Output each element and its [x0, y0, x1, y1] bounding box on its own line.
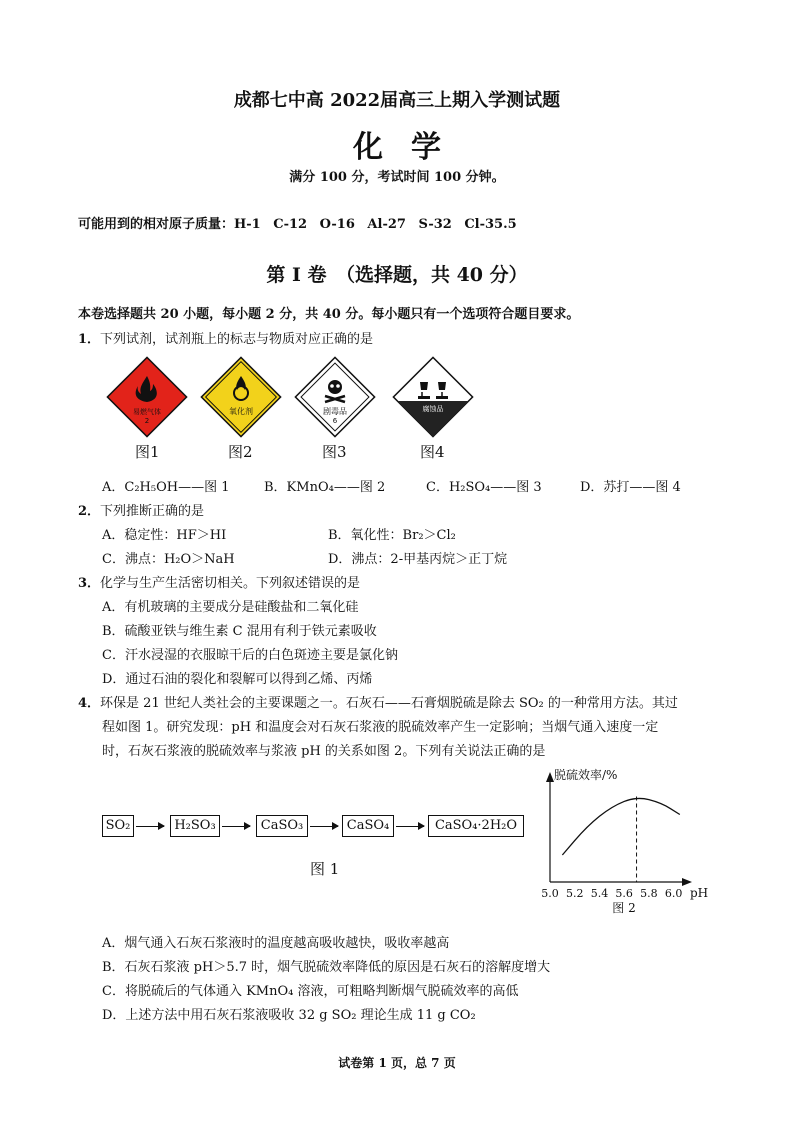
x-axis-label: pH [690, 886, 709, 900]
x-tick-label: 5.0 [541, 887, 559, 900]
sign-num: 2 [144, 417, 150, 425]
option-c: C．汗水浸湿的衣服晾干后的白色斑迹主要是氯化钠 [102, 648, 398, 663]
question-stem-line-1: 环保是 21 世纪人类社会的主要课题之一。石灰石——石膏烟脱硫是除去 SO₂ 的一种常用方法。其过 [100, 696, 678, 711]
score-time-note: 满分 100 分，考试时间 100 分钟。 [289, 170, 505, 185]
figure-1-label: 图 1 [310, 860, 340, 878]
option-b: B．KMnO₄——图 2 [264, 480, 386, 495]
sign-text: 剧毒品 [323, 407, 347, 416]
question-4 [78, 692, 678, 711]
option-a: A．烟气通入石灰石浆液时的温度越高吸收越快，吸收率越高 [102, 936, 450, 951]
desulfurization-chart [538, 766, 714, 922]
question-stem: 化学与生产生活密切相关。下列叙述错误的是 [100, 576, 361, 591]
sign-text: 腐蚀品 [422, 405, 444, 413]
flow-box-so2: SO₂ [102, 815, 134, 837]
corrosive-sign [392, 356, 474, 442]
x-tick-label: 5.6 [615, 887, 633, 900]
x-tick-label: 5.8 [640, 887, 658, 900]
flow-arrow [136, 826, 164, 827]
option-d: D．通过石油的裂化和裂解可以得到乙烯、丙烯 [102, 672, 373, 687]
y-axis-label: 脱硫效率/% [554, 768, 618, 782]
section-title: 第 I 卷 （选择题，共 40 分） [266, 264, 528, 286]
question-number: 3． [78, 576, 101, 591]
question-number: 1． [78, 332, 101, 347]
figure-label: 图3 [322, 443, 347, 461]
toxic-sign [294, 356, 376, 442]
y-axis-arrowhead [546, 772, 554, 782]
option-b: B．硫酸亚铁与维生素 C 混用有利于铁元素吸收 [102, 624, 377, 639]
question-stem: 下列推断正确的是 [100, 504, 205, 519]
flow-box-gypsum: CaSO₄·2H₂O [428, 815, 524, 837]
option-d: D．沸点：2-甲基丙烷＞正丁烷 [328, 552, 508, 567]
question-number: 4． [78, 696, 101, 711]
flow-arrow [222, 826, 250, 827]
sign-text: 氧化剂 [229, 407, 253, 416]
figure-label: 图4 [420, 443, 445, 461]
question-stem-line-3: 时，石灰石浆液的脱硫效率与浆液 pH 的关系如图 2。下列有关说法正确的是 [102, 744, 546, 759]
sign-text: 易燃气体 [133, 408, 161, 416]
question-3 [78, 572, 360, 591]
flow-box-caso3: CaSO₃ [256, 815, 308, 837]
efficiency-curve [562, 798, 679, 855]
question-stem-line-2: 程如图 1。研究发现：pH 和温度会对石灰石浆液的脱硫效率产生一定影响；当烟气通入速度一定 [102, 720, 659, 735]
flow-arrow [396, 826, 424, 827]
figure-label: 图1 [135, 443, 160, 461]
question-stem: 下列试剂，试剂瓶上的标志与物质对应正确的是 [100, 332, 374, 347]
flow-box-h2so3: H₂SO₃ [170, 815, 220, 837]
option-c: C．沸点：H₂O＞NaH [102, 552, 235, 567]
option-a: A．稳定性：HF＞HI [102, 528, 227, 543]
sign-num: 6 [332, 417, 338, 425]
section-instructions: 本卷选择题共 20 小题，每小题 2 分，共 40 分。每小题只有一个选项符合题目要求。 [78, 307, 580, 322]
x-tick-label: 5.4 [590, 887, 609, 900]
page-footer: 试卷第 1 页，总 7 页 [338, 1056, 456, 1070]
option-a: A．有机玻璃的主要成分是硅酸盐和二氧化硅 [102, 600, 359, 615]
figure-label: 图2 [228, 443, 253, 461]
option-b: B．石灰石浆液 pH＞5.7 时，烟气脱硫效率降低的原因是石灰石的溶解度增大 [102, 960, 551, 975]
flow-box-caso4: CaSO₄ [342, 815, 394, 837]
option-d: D．上述方法中用石灰石浆液吸收 32 g SO₂ 理论生成 11 g CO₂ [102, 1008, 476, 1023]
atomic-masses: 可能用到的相对原子质量：H-1 C-12 O-16 Al-27 S-32 Cl-35.5 [78, 217, 517, 232]
exam-title: 成都七中高 2022届高三上期入学测试题 [233, 90, 561, 111]
flammable-gas-sign [106, 356, 188, 442]
question-1 [78, 328, 373, 347]
question-2 [78, 500, 204, 519]
x-tick-label: 6.0 [664, 887, 683, 900]
subject-title: 化学 [353, 130, 469, 165]
option-c: C．H₂SO₄——图 3 [426, 480, 542, 495]
figure-2-label: 图 2 [612, 901, 636, 915]
option-c: C．将脱硫后的气体通入 KMnO₄ 溶液，可粗略判断烟气脱硫效率的高低 [102, 984, 519, 999]
option-d: D．苏打——图 4 [580, 480, 681, 495]
flow-arrow [310, 826, 338, 827]
option-b: B．氧化性：Br₂＞Cl₂ [328, 528, 456, 543]
x-axis-arrowhead [682, 878, 692, 886]
option-a: A．C₂H₅OH——图 1 [102, 480, 230, 495]
question-number: 2． [78, 504, 101, 519]
x-tick-label: 5.2 [565, 887, 584, 900]
oxidizer-sign [200, 356, 282, 442]
